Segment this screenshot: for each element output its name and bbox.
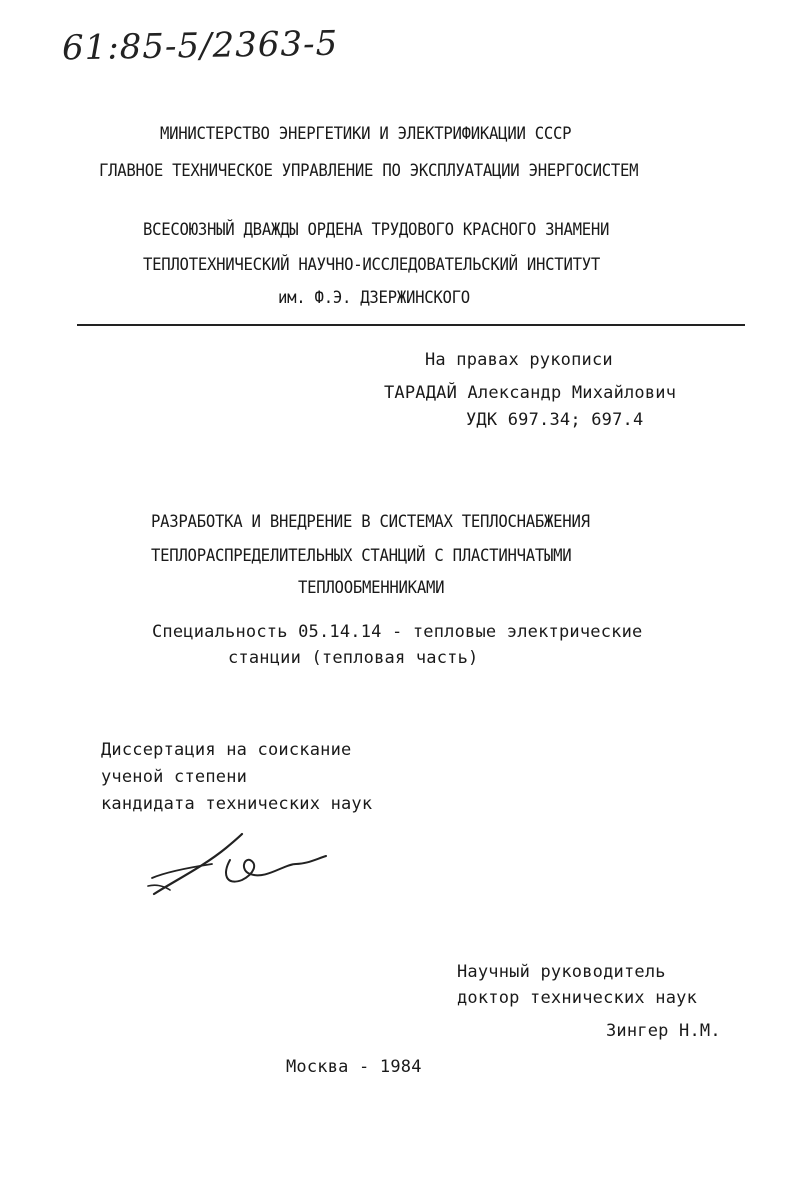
advisor-role: Научный руководитель	[457, 962, 666, 982]
author-name: ТАРАДАЙ Александр Михайлович	[384, 383, 677, 403]
advisor-degree: доктор технических наук	[457, 988, 698, 1008]
institute-line-1: ВСЕСОЮЗНЫЙ ДВАЖДЫ ОРДЕНА ТРУДОВОГО КРАСНОГО ЗНАМЕНИ	[143, 220, 610, 240]
horizontal-divider	[77, 324, 745, 326]
manuscript-rights: На правах рукописи	[425, 350, 613, 370]
advisor-name: Зингер Н.М.	[606, 1021, 721, 1041]
directorate-heading: ГЛАВНОЕ ТЕХНИЧЕСКОЕ УПРАВЛЕНИЕ ПО ЭКСПЛУАТАЦИИ ЭНЕРГОСИСТЕМ	[99, 161, 639, 181]
specialty-line-2: станции (тепловая часть)	[228, 648, 479, 668]
ministry-heading: МИНИСТЕРСТВО ЭНЕРГЕТИКИ И ЭЛЕКТРИФИКАЦИИ СССР	[160, 124, 572, 144]
archive-number-handwritten: 61:85-5/2363-5	[61, 23, 339, 69]
dissertation-line-3: кандидата технических наук	[101, 794, 373, 814]
dissertation-line-2: ученой степени	[101, 767, 248, 787]
institute-line-2: ТЕПЛОТЕХНИЧЕСКИЙ НАУЧНО-ИССЛЕДОВАТЕЛЬСКИЙ ИНСТИТУТ	[143, 255, 601, 275]
udc-code: УДК 697.34; 697.4	[466, 410, 644, 430]
title-line-2: ТЕПЛОРАСПРЕДЕЛИТЕЛЬНЫХ СТАНЦИЙ С ПЛАСТИНЧАТЫМИ	[151, 546, 572, 566]
title-line-3: ТЕПЛООБМЕННИКАМИ	[298, 578, 445, 598]
title-line-1: РАЗРАБОТКА И ВНЕДРЕНИЕ В СИСТЕМАХ ТЕПЛОСНАБЖЕНИЯ	[151, 512, 590, 532]
dissertation-line-1: Диссертация на соискание	[101, 740, 352, 760]
specialty-line-1: Специальность 05.14.14 - тепловые электрические	[152, 622, 643, 642]
institute-line-3: им. Ф.Э. ДЗЕРЖИНСКОГО	[278, 288, 470, 308]
signature-image	[146, 830, 330, 900]
place-and-year: Москва - 1984	[286, 1057, 422, 1077]
